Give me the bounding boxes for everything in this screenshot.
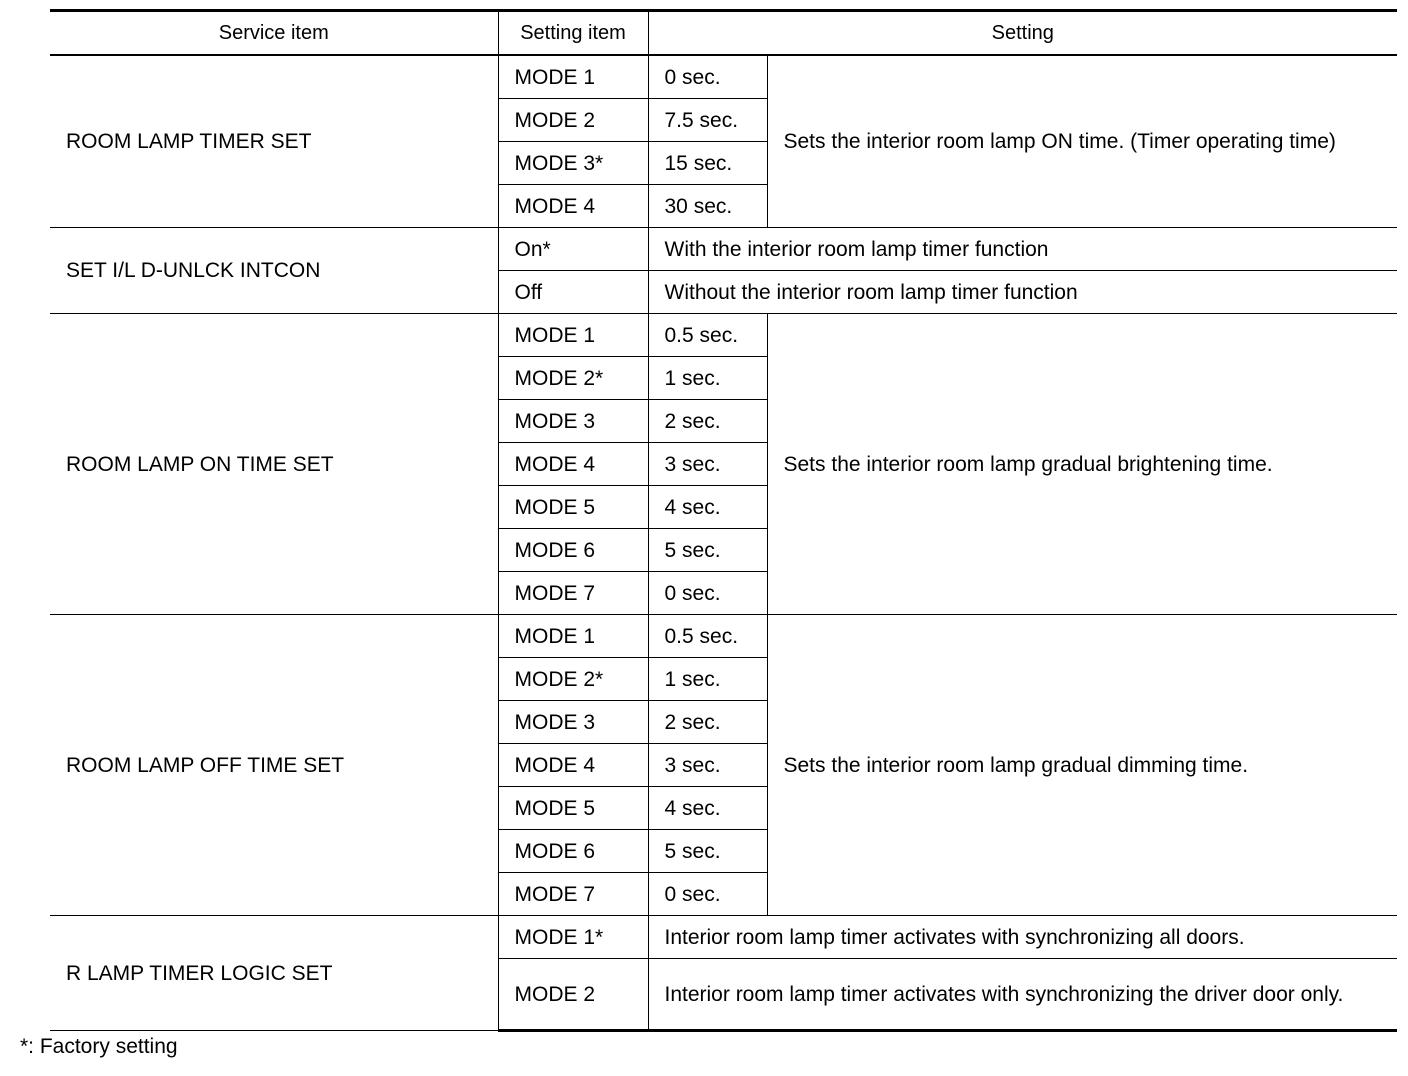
footnote: *: Factory setting bbox=[20, 1035, 178, 1058]
setting-value-cell: 0 sec. bbox=[648, 873, 767, 916]
setting-value-cell: 4 sec. bbox=[648, 486, 767, 529]
setting-value-cell: Without the interior room lamp timer function bbox=[648, 271, 1397, 314]
header-setting-item: Setting item bbox=[498, 11, 648, 56]
setting-value-cell: 0 sec. bbox=[648, 55, 767, 99]
service-item-cell: R LAMP TIMER LOGIC SET bbox=[50, 916, 498, 1031]
setting-item-cell: MODE 1 bbox=[498, 314, 648, 357]
table-row bbox=[50, 916, 1397, 959]
setting-item-cell: MODE 1 bbox=[498, 615, 648, 658]
setting-value-cell: 4 sec. bbox=[648, 787, 767, 830]
setting-item-cell: MODE 4 bbox=[498, 185, 648, 228]
setting-item-cell: MODE 1 bbox=[498, 55, 648, 99]
setting-item-cell: MODE 3 bbox=[498, 400, 648, 443]
setting-item-cell: MODE 1* bbox=[498, 916, 648, 959]
setting-value-cell: 2 sec. bbox=[648, 400, 767, 443]
setting-value-cell: Interior room lamp timer activates with synchronizing the driver door only. bbox=[648, 959, 1397, 1031]
table-row bbox=[50, 55, 1397, 99]
setting-value-cell: 5 sec. bbox=[648, 830, 767, 873]
service-item-cell: ROOM LAMP OFF TIME SET bbox=[50, 615, 498, 916]
setting-value-cell: 5 sec. bbox=[648, 529, 767, 572]
table-row bbox=[50, 314, 1397, 357]
setting-value-cell: 0 sec. bbox=[648, 572, 767, 615]
setting-value-cell: 15 sec. bbox=[648, 142, 767, 185]
setting-item-cell: MODE 4 bbox=[498, 744, 648, 787]
setting-description-cell: Sets the interior room lamp gradual brightening time. bbox=[767, 314, 1397, 615]
header-service-item: Service item bbox=[50, 11, 498, 56]
setting-value-cell: 30 sec. bbox=[648, 185, 767, 228]
header-row bbox=[50, 11, 1397, 56]
setting-item-cell: MODE 3 bbox=[498, 701, 648, 744]
setting-value-cell: With the interior room lamp timer function bbox=[648, 228, 1397, 271]
table-row bbox=[50, 615, 1397, 658]
setting-value-cell: 3 sec. bbox=[648, 744, 767, 787]
service-item-cell: SET I/L D-UNLCK INTCON bbox=[50, 228, 498, 314]
service-item-cell: ROOM LAMP TIMER SET bbox=[50, 55, 498, 228]
setting-value-cell: 0.5 sec. bbox=[648, 615, 767, 658]
setting-item-cell: MODE 6 bbox=[498, 529, 648, 572]
service-item-cell: ROOM LAMP ON TIME SET bbox=[50, 314, 498, 615]
setting-item-cell: MODE 5 bbox=[498, 787, 648, 830]
setting-item-cell: MODE 2 bbox=[498, 959, 648, 1031]
setting-item-cell: MODE 2* bbox=[498, 658, 648, 701]
setting-description-cell: Sets the interior room lamp ON time. (Timer operating time) bbox=[767, 55, 1397, 228]
setting-item-cell: MODE 4 bbox=[498, 443, 648, 486]
setting-value-cell: 7.5 sec. bbox=[648, 99, 767, 142]
setting-value-cell: 0.5 sec. bbox=[648, 314, 767, 357]
header-setting: Setting bbox=[648, 11, 1397, 56]
setting-value-cell: 1 sec. bbox=[648, 357, 767, 400]
setting-value-cell: 3 sec. bbox=[648, 443, 767, 486]
settings-table bbox=[50, 9, 1397, 1032]
setting-item-cell: MODE 7 bbox=[498, 873, 648, 916]
setting-item-cell: MODE 2* bbox=[498, 357, 648, 400]
setting-item-cell: MODE 6 bbox=[498, 830, 648, 873]
setting-item-cell: On* bbox=[498, 228, 648, 271]
table-row bbox=[50, 228, 1397, 271]
setting-item-cell: MODE 3* bbox=[498, 142, 648, 185]
setting-item-cell: MODE 5 bbox=[498, 486, 648, 529]
setting-value-cell: 1 sec. bbox=[648, 658, 767, 701]
setting-item-cell: MODE 7 bbox=[498, 572, 648, 615]
setting-value-cell: 2 sec. bbox=[648, 701, 767, 744]
setting-value-cell: Interior room lamp timer activates with synchronizing all doors. bbox=[648, 916, 1397, 959]
setting-item-cell: MODE 2 bbox=[498, 99, 648, 142]
setting-item-cell: Off bbox=[498, 271, 648, 314]
setting-description-cell: Sets the interior room lamp gradual dimming time. bbox=[767, 615, 1397, 916]
